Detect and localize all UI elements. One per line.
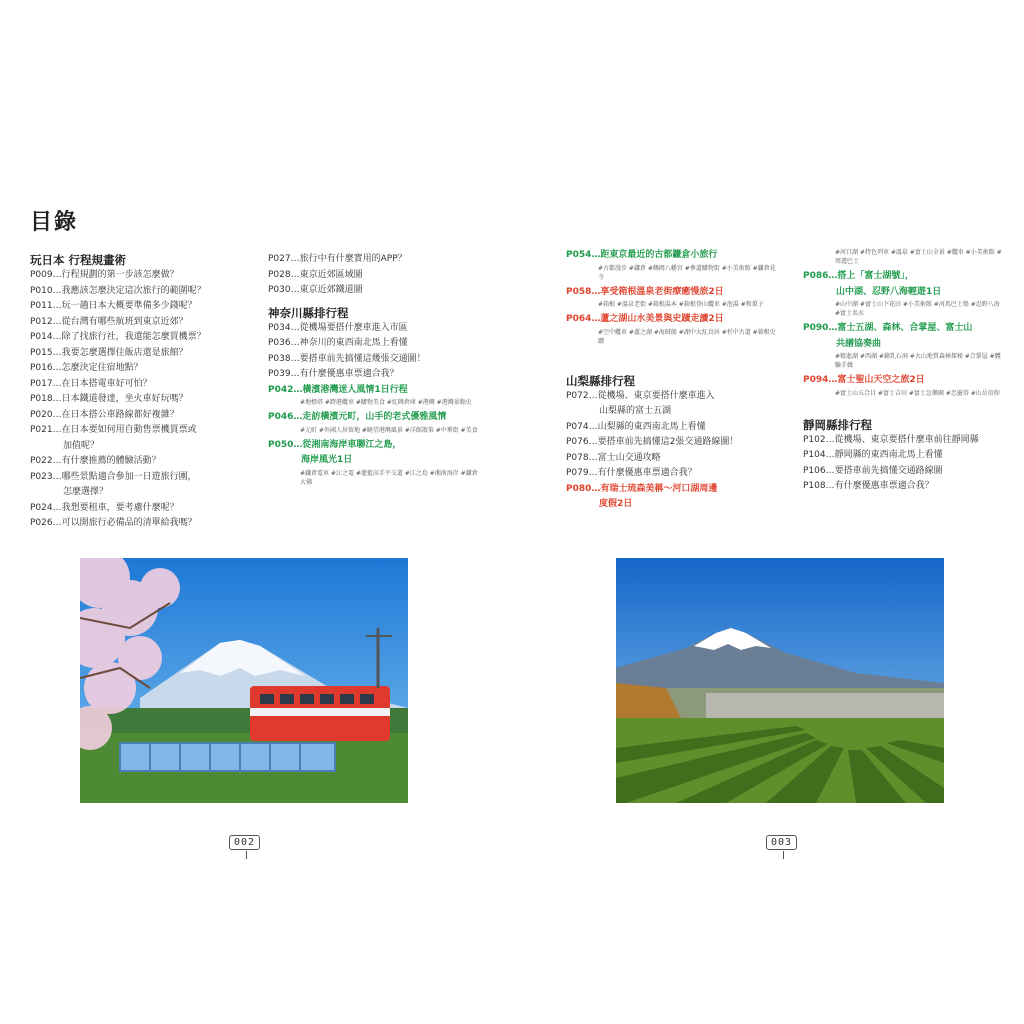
leader-dots: … [290,338,300,348]
leader-dots: … [591,314,601,324]
entry-title: 橫濱港灣迷人風情1日行程 [302,384,408,395]
leader-dots: … [52,394,62,404]
entry-title: 在日本搭電車好可怕？ [61,378,152,389]
page-ref: P080 [566,483,592,494]
toc-column-3 [566,248,781,513]
entry-title: 從機場、東京要搭什麼車前往靜岡縣 [834,434,979,445]
leader-dots: … [588,468,598,478]
entry-title-continued: 加值呢？ [63,440,100,451]
page-ref: P028 [268,269,291,280]
toc-entry [30,470,255,501]
page-ref: P042 [268,384,294,395]
toc-entry [30,408,255,424]
entry-title: 走訪橫濱元町，山手的老式優雅風情 [302,412,447,422]
leader-dots: … [52,502,62,513]
entry-title-continued: 海岸風光1日 [301,455,353,465]
tags: #古都漫步 #鎌倉 #鶴岡八幡宮 #參道購物街 #小美術館 #鎌倉花寺 [598,264,776,281]
tags: #富士山五合目 #富士吉田 #富士急樂園 #忠靈塔 #山岳信仰 [835,389,1000,397]
page-ref: P104 [803,450,826,460]
entry-title: 從機場要搭什麼車進入市區 [299,322,408,333]
page-ref: P026 [30,518,53,528]
leader-dots: … [52,301,62,311]
photo-fuji-tea-fields [616,558,944,803]
entry-title: 有什麼優惠車票適合我？ [299,369,399,379]
tags: #山中湖 #富士山下花田 #小美術館 #河馬巴士船 #忍野八海 #富士名水 [835,301,1000,317]
toc-entry [803,433,1003,449]
page-ref: P038 [268,353,291,364]
toc-highlight-entry [566,312,781,328]
toc-entry [30,346,255,362]
toc-highlight-entry [268,410,483,426]
entry-title: 富士山交通攻略 [597,452,661,463]
page-ref: P010 [30,285,53,296]
toc-entry [566,389,781,420]
toc-entry [268,321,483,337]
page-ref: P102 [803,434,826,445]
leader-dots: … [825,481,835,491]
toc-entry [30,361,255,377]
entry-title: 在日本要如何用自動售票機買票或 [61,425,197,435]
leader-dots: … [52,332,62,342]
entry-title: 要搭車前先搞懂這2張交通路線圖！ [597,437,739,447]
page-ref: P027 [268,254,291,264]
page-ref: P015 [30,347,53,358]
entry-title: 怎麼決定住宿地點？ [61,363,143,373]
tags: #河口湖 #特色列車 #溫泉 #富士山全景 #纜車 #小美術館 #周遊巴士 [835,249,1002,265]
page-ref: P021 [30,425,53,435]
toc-highlight-entry [803,269,1003,300]
toc-entry [30,268,255,284]
page-number-tick [246,851,247,859]
entry-title: 神奈川的東西南北馬上看懂 [299,338,408,348]
page-ref: P078 [566,452,589,463]
toc-entry [268,336,483,352]
tags: #地標塔 #跨港纜車 #購物美食 #紅磚倉庫 #港灣 #港灣景點史 [300,399,472,406]
toc-highlight-entry [803,373,1003,389]
page-ref: P034 [268,322,291,333]
leader-dots: … [52,378,62,389]
leader-dots: … [825,465,835,476]
entry-title-continued: 共譜協奏曲 [836,338,882,349]
page-ref: P018 [30,394,53,404]
page-number-tick [783,851,784,859]
entry-title-continued: 山中湖、忍野八海輕遊1日 [836,286,942,297]
page-ref: P050 [268,439,294,450]
entry-title: 從湘南海岸車聯江之島， [302,439,402,450]
leader-dots: … [825,434,835,445]
page-ref: P072 [566,390,589,401]
toc-entry [30,501,255,517]
page-ref: P039 [268,369,291,379]
toc-entry [803,448,1003,464]
section-heading: 神奈川縣排行程 [268,305,349,320]
page-ref: P064 [566,314,592,324]
page-ref: P094 [803,375,829,385]
entry-title-continued: 山梨縣的富士五湖 [599,406,672,416]
page-ref: P076 [566,437,589,447]
page-ref: P030 [268,285,291,295]
toc-entry [268,283,483,299]
entry-title: 要搭車前先搞懂這幾張交通圖！ [299,353,426,364]
leader-dots: … [290,369,300,379]
entry-title: 玩一趟日本大概要準備多少錢呢？ [61,301,197,311]
toc-entry [30,377,255,393]
page-ref: P009 [30,270,53,280]
leader-dots: … [588,437,598,447]
leader-dots: … [290,254,300,264]
entry-title: 富士聖山天空之旅2日 [837,375,925,385]
section-heading: 玩日本 行程規畫術 [30,253,127,267]
leader-dots: … [828,271,838,281]
entry-title: 有什麼優惠車票適合我？ [597,468,697,478]
toc-entry [30,284,255,300]
entry-title: 有什麼優惠車票適合我？ [834,481,934,491]
entry-title: 從台灣有哪些航班到東京近郊？ [61,316,188,327]
page-ref: P011 [30,301,53,311]
leader-dots: … [52,316,62,327]
entry-title: 有什麼推薦的體驗活動？ [61,456,161,466]
toc-entry [30,516,255,532]
toc-entry [566,435,781,451]
leader-dots: … [52,456,62,466]
toc-entry [30,423,255,454]
tags: #元町 #外國人居留地 #眺望港灣風景 #洋館散策 #中華街 #美食 [300,426,478,434]
toc-entry [30,315,255,331]
toc-entry [268,252,483,268]
entry-title: 日本鐵道發達，坐火車好玩嗎？ [61,394,188,404]
toc-entry [268,367,483,383]
toc-entry [268,352,483,368]
leader-dots: … [591,250,601,260]
page-ref: P086 [803,271,829,281]
page-ref: P046 [268,412,294,422]
leader-dots: … [293,384,303,395]
leader-dots: … [52,270,62,280]
entry-title: 享受箱根溫泉老街療癒慢旅2日 [600,286,724,297]
entry-title: 除了找旅行社，我還能怎麼買機票？ [61,332,206,342]
leader-dots: … [591,483,601,494]
page-ref: P017 [30,378,53,389]
photo-fuji-train [80,558,408,803]
entry-title: 旅行中有什麼實用的APP？ [299,254,407,264]
page-ref: P036 [268,338,291,348]
toc-highlight-entry [803,321,1003,352]
tags: #箱根 #溫泉老街 #箱根湯本 #箱根登山纜車 #泡湯 #和菓子 [598,301,764,308]
entry-title: 可以開旅行必備品的清單給我嗎？ [61,518,197,528]
page-ref: P054 [566,250,592,260]
leader-dots: … [591,286,601,297]
page-ref: P058 [566,286,592,297]
page-ref: P023 [30,471,53,482]
entry-title-continued: 度假2日 [599,499,633,509]
entry-title: 搭上「富士湖號」， [837,271,914,281]
leader-dots: … [290,353,300,364]
toc-highlight-entry [566,248,781,264]
leader-dots: … [52,363,62,373]
entry-title: 蘆之湖山水美景與史蹟走讀2日 [600,314,724,324]
leader-dots: … [52,285,62,296]
toc-highlight-entry [566,285,781,301]
toc-column-1 [30,252,255,532]
leader-dots: … [52,409,62,420]
page-ref: P022 [30,456,53,466]
toc-entry [803,464,1003,480]
entry-title: 我應該怎麼決定這次旅行的範圍呢？ [61,285,206,296]
entry-title: 我要怎麼選擇住飯店還是旅館？ [61,347,188,358]
toc-column-2 [268,252,483,490]
page-ref: P079 [566,468,589,478]
leader-dots: … [588,452,598,463]
entry-title: 有瑞士琉森美稱～河口湖周邊 [600,483,718,494]
toc-entry [566,466,781,482]
leader-dots: … [290,322,300,333]
leader-dots: … [588,390,598,401]
toc-column-4 [803,248,1003,495]
toc-entry [803,479,1003,495]
leader-dots: … [828,323,838,333]
toc-entry [30,392,255,408]
entry-title: 靜岡縣的東西南北馬上看懂 [834,450,943,460]
page-ref: P090 [803,323,829,333]
entry-title: 東京近郊鐵道圖 [299,285,363,295]
leader-dots: … [293,439,303,450]
entry-title: 行程規劃的第一步該怎麼做？ [61,270,179,280]
page-ref: P016 [30,363,53,373]
tags: #精進湖 #西湖 #鐘乳石洞 #火山地質森林探秘 #合掌屋 #體驗手做 [835,353,1001,369]
page-ref: P106 [803,465,826,476]
leader-dots: … [52,471,62,482]
toc-entry [30,330,255,346]
page-title: 目錄 [30,210,79,235]
page-ref: P020 [30,409,53,420]
leader-dots: … [825,450,835,460]
entry-title: 富士五湖、森林、合掌屋、富士山 [837,323,973,333]
page-ref: P074 [566,421,589,432]
leader-dots: … [290,269,300,280]
leader-dots: … [52,518,62,528]
entry-title: 要搭車前先搞懂交通路線圖 [834,465,943,476]
page-ref: P108 [803,481,826,491]
leader-dots: … [828,375,838,385]
toc-entry [30,299,255,315]
toc-highlight-entry [566,482,781,513]
entry-title: 東京近郊區域圖 [299,269,363,280]
toc-entry [566,420,781,436]
entry-title: 從機場、東京要搭什麼車進入 [597,390,715,401]
leader-dots: … [293,412,303,422]
page-ref: P024 [30,502,53,513]
toc-entry [30,454,255,470]
tags: #鎌倉電車 #江之電 #灌籃高手平交道 #江之島 #湘南海岸 #鎌倉大佛 [300,469,478,486]
entry-title-continued: 怎麼選擇？ [63,487,109,497]
section-heading: 靜岡縣排行程 [803,417,872,432]
page-number: 003 [766,835,797,850]
leader-dots: … [588,421,598,432]
tags: #空中纜車 #蘆之湖 #海賊船 #湖中大紅鳥居 #杉中古道 #箱根史蹟 [598,328,776,345]
entry-title: 哪些景點適合參加一日遊旅行團， [61,471,197,482]
section-heading: 山梨縣排行程 [566,373,635,388]
entry-title: 我想要租車，要考慮什麼呢？ [61,502,179,513]
toc-highlight-entry [268,438,483,469]
entry-title: 距東京最近的古都鐮倉小旅行 [600,250,718,260]
leader-dots: … [52,347,62,358]
entry-title: 在日本搭公車路線都好複雜？ [61,409,179,420]
page-ref: P012 [30,316,53,327]
entry-title: 山梨縣的東西南北馬上看懂 [597,421,706,432]
leader-dots: … [52,425,62,435]
page-number: 002 [229,835,260,850]
toc-entry [566,451,781,467]
toc-entry [268,268,483,284]
page-ref: P014 [30,332,53,342]
leader-dots: … [290,285,300,295]
toc-highlight-entry [268,383,483,399]
